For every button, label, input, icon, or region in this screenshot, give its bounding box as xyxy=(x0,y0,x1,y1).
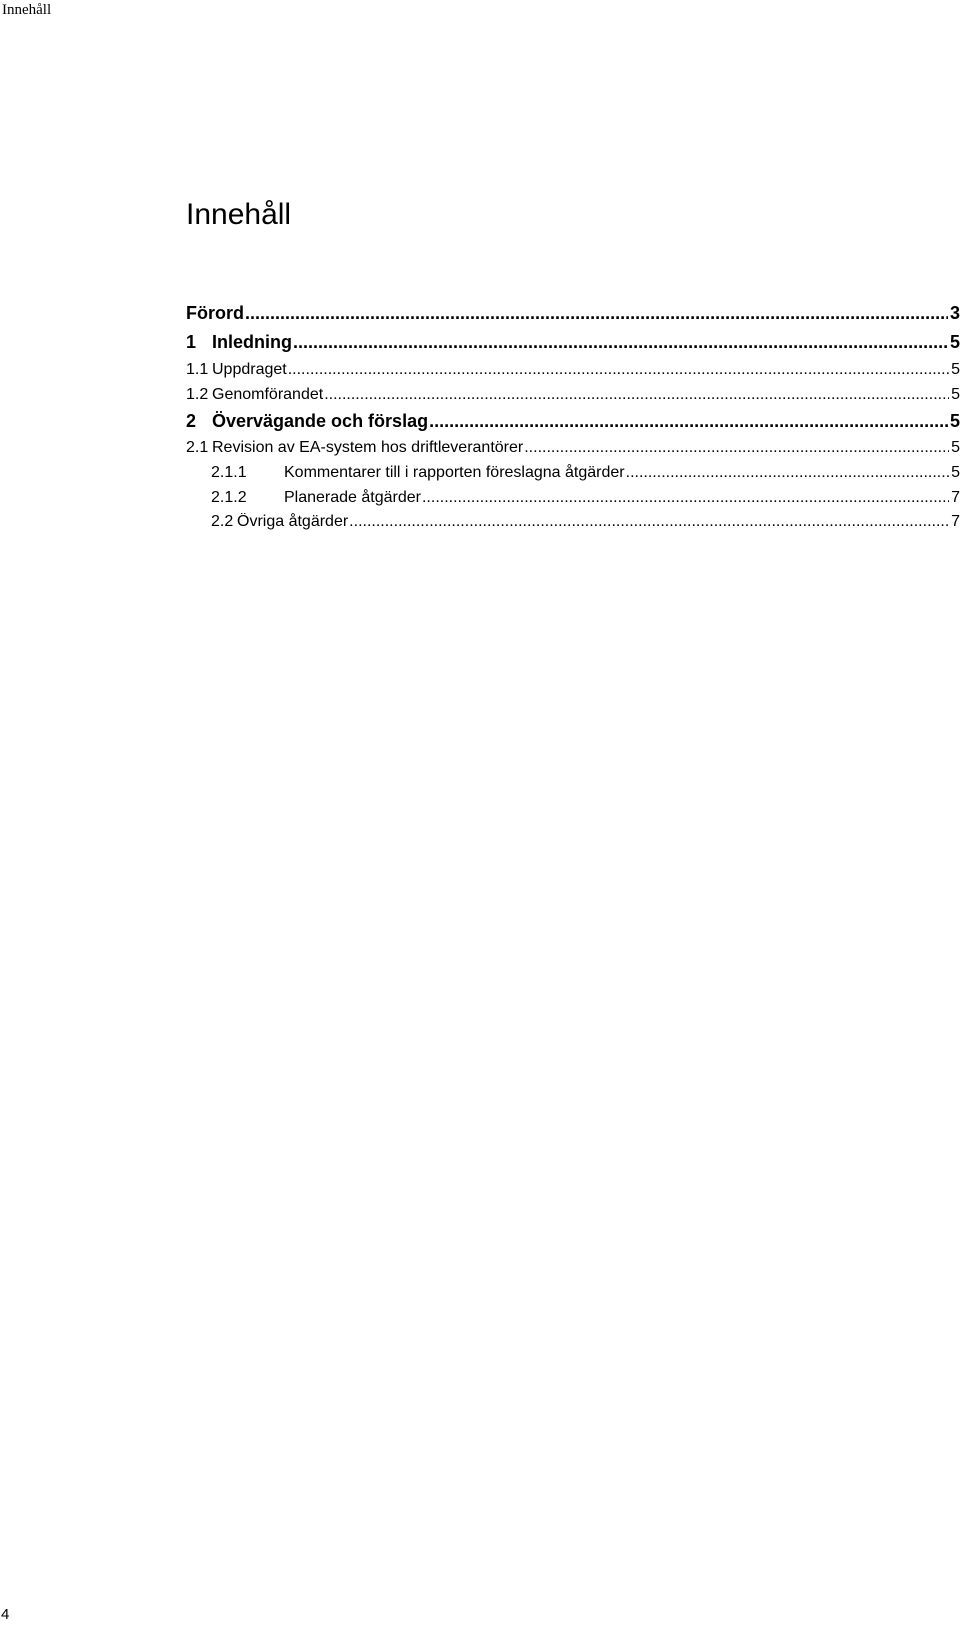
toc-entry-number: 1.2 xyxy=(186,386,209,403)
toc-leader xyxy=(245,303,948,324)
toc-entry-2[interactable] xyxy=(186,411,960,433)
toc-entry-number: 1.1 xyxy=(186,361,209,378)
toc-leader xyxy=(524,439,949,457)
toc-entry-number: 2.1.2 xyxy=(211,489,247,506)
toc-entry-page: 7 xyxy=(951,513,960,530)
toc-entry-1-2[interactable] xyxy=(186,386,960,408)
toc-entry-page: 5 xyxy=(951,386,960,403)
toc-entry-number: 2.1 xyxy=(186,439,209,456)
toc-entry-number: 2.1.1 xyxy=(211,464,247,481)
toc-entry-text: Planerade åtgärder xyxy=(284,489,421,506)
toc-leader xyxy=(324,386,949,404)
toc-entry-2-2[interactable] xyxy=(211,513,960,535)
page-number: 4 xyxy=(1,1606,10,1623)
toc-entry-page: 5 xyxy=(949,411,960,431)
toc-entry-1[interactable] xyxy=(186,332,960,354)
toc-entry-number: 2.2 xyxy=(211,513,234,530)
toc-entry-page: 5 xyxy=(949,332,960,352)
running-header: Innehåll xyxy=(2,2,52,18)
toc-entry-number: 1 xyxy=(186,332,197,352)
toc-entry-page: 7 xyxy=(951,489,960,506)
toc-entry-2-1-1[interactable] xyxy=(211,464,960,486)
toc-entry-1-1[interactable] xyxy=(186,361,960,383)
toc-leader xyxy=(429,411,948,432)
toc-entry-page: 5 xyxy=(951,361,960,378)
toc-entry-2-1[interactable] xyxy=(186,439,960,461)
toc-leader xyxy=(293,332,948,353)
toc-title: Innehåll xyxy=(186,198,292,231)
toc-leader xyxy=(626,464,949,482)
toc-entry-text: Revision av EA-system hos driftleverantörer xyxy=(212,439,524,456)
toc-entry-text: Övriga åtgärder xyxy=(237,513,349,530)
toc-leader xyxy=(349,513,949,531)
toc-entry-number: 2 xyxy=(186,411,197,431)
toc-entry-2-1-2[interactable] xyxy=(211,489,960,511)
toc-entry-text: Genomförandet xyxy=(212,386,324,403)
toc-entry-text: Övervägande och förslag xyxy=(212,411,429,431)
toc-leader xyxy=(422,489,949,507)
toc-entry-page: 3 xyxy=(949,303,960,323)
toc-entry-text: Kommentarer till i rapporten föreslagna åtgärder xyxy=(284,464,625,481)
toc-entry-text: Uppdraget xyxy=(212,361,287,378)
toc-leader xyxy=(288,361,949,379)
toc-entry-page: 5 xyxy=(951,439,960,456)
toc-entry-page: 5 xyxy=(951,464,960,481)
toc-entry-forord[interactable] xyxy=(186,303,960,325)
toc-entry-text: Inledning xyxy=(212,332,292,352)
toc-entry-text: Förord xyxy=(186,303,244,323)
